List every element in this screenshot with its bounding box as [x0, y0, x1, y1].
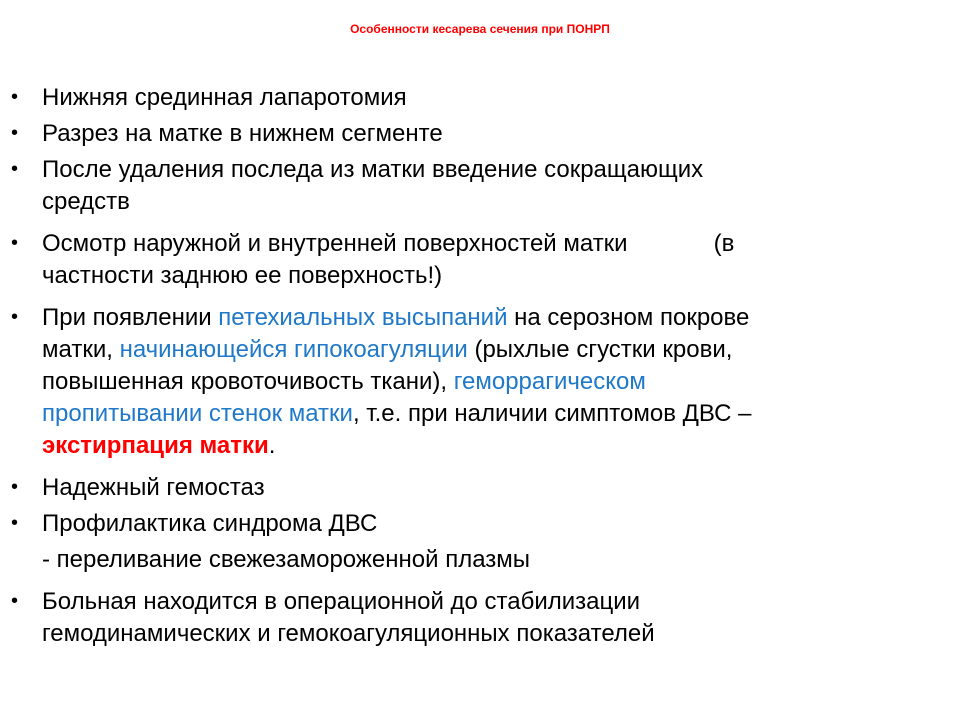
- item-text-line1: Больная находится в операционной до стабилизации: [42, 588, 641, 615]
- item-text-line2: частности заднюю ее поверхность!): [42, 262, 443, 289]
- bullet-icon: •: [11, 122, 19, 144]
- sub-item-text: - переливание свежезамороженной плазмы: [42, 546, 531, 573]
- item-text: повышенная кровоточивость ткани),: [42, 368, 454, 395]
- bullet-icon: •: [11, 512, 19, 534]
- list-item: [0, 302, 960, 462]
- bullet-list: [0, 82, 960, 660]
- item-text: (рыхлые сгустки крови,: [467, 336, 733, 363]
- bullet-icon: •: [11, 232, 19, 254]
- highlight-text: начинающейся гипокоагуляции: [119, 336, 468, 363]
- highlight-text: петехиальных высыпаний: [218, 304, 508, 331]
- item-text: Нижняя срединная лапаротомия: [42, 84, 407, 111]
- item-text: При появлении: [42, 304, 219, 331]
- list-item: [0, 586, 960, 650]
- list-item: [0, 472, 960, 504]
- item-text: матки,: [42, 336, 120, 363]
- item-text-line2: средств: [42, 188, 130, 215]
- item-text-line2: гемодинамических и гемокоагуляционных показателей: [42, 620, 655, 647]
- item-text: , т.е. при наличии симптомов ДВС –: [352, 400, 752, 427]
- highlight-text: геморрагическом: [453, 368, 646, 395]
- sub-item: [0, 544, 960, 576]
- list-item: [0, 154, 960, 218]
- highlight-text: пропитывании стенок матки: [42, 400, 353, 427]
- bullet-icon: •: [11, 86, 19, 108]
- bullet-icon: •: [11, 590, 19, 612]
- list-item: [0, 508, 960, 540]
- item-text-part2: (в: [713, 230, 735, 257]
- item-text: .: [268, 432, 276, 459]
- list-item: [0, 82, 960, 114]
- item-text: Разрез на матке в нижнем сегменте: [42, 120, 443, 147]
- emphasis-text: экстирпация матки: [42, 432, 269, 459]
- bullet-icon: •: [11, 306, 19, 328]
- item-text-part1: Осмотр наружной и внутренней поверхностей матки: [42, 230, 628, 257]
- item-text: Профилактика синдрома ДВС: [42, 510, 378, 537]
- item-text: Надежный гемостаз: [42, 474, 265, 501]
- slide-title: Особенности кесарева сечения при ПОНРП: [350, 22, 610, 36]
- item-text-line1: После удаления последа из матки введение сокращающих: [42, 156, 704, 183]
- bullet-icon: •: [11, 476, 19, 498]
- bullet-icon: •: [11, 158, 19, 180]
- item-text: на серозном покрове: [507, 304, 750, 331]
- list-item: [0, 118, 960, 150]
- list-item: [0, 228, 960, 292]
